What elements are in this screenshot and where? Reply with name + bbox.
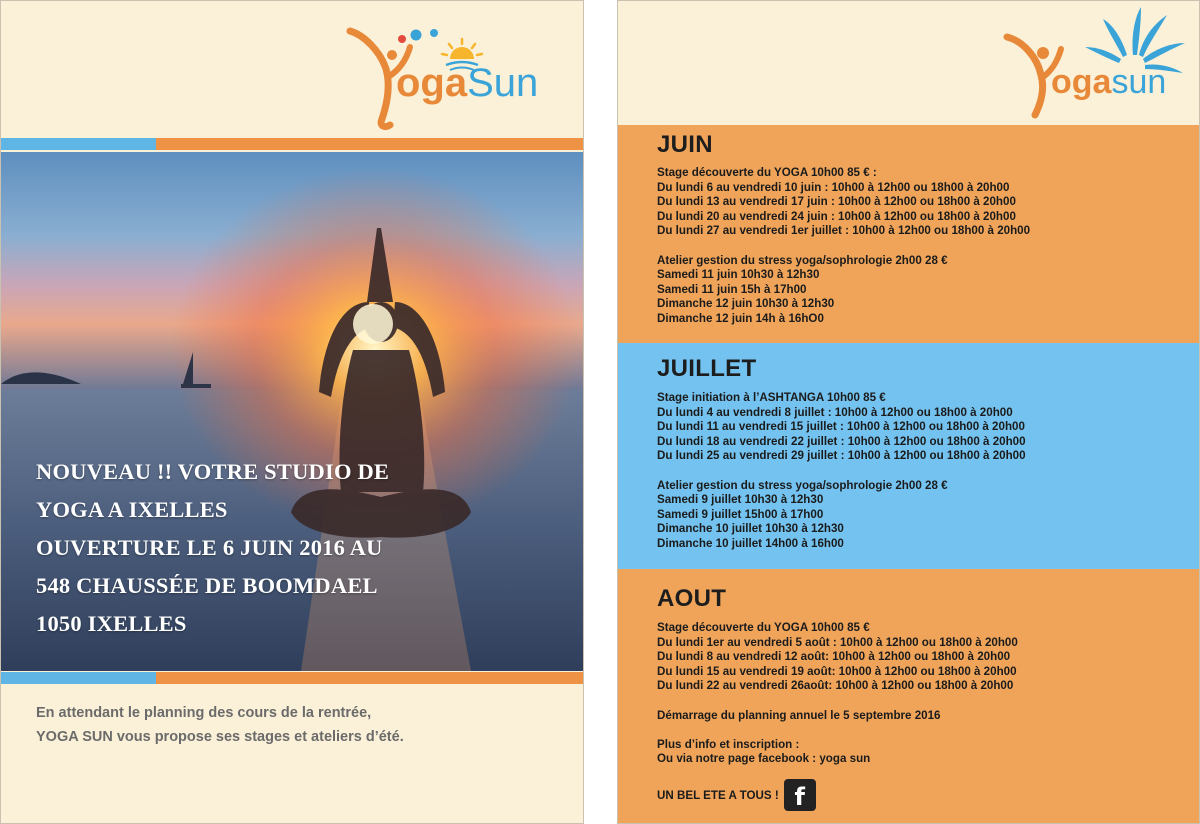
schedule-gap bbox=[657, 694, 1018, 709]
schedule-line: Du lundi 1er au vendredi 5 août : 10h00 à 12h00 ou 18h00 à 20h00 bbox=[657, 635, 1018, 649]
headline-line: 548 CHAUSSÉE DE BOOMDAEL bbox=[36, 573, 378, 598]
schedule-line: Stage découverte du YOGA 10h00 85 € : bbox=[657, 166, 877, 179]
flyer-front bbox=[0, 0, 584, 824]
schedule-gap bbox=[657, 239, 1030, 254]
logo-wordmark bbox=[396, 61, 538, 106]
opening-headline bbox=[36, 453, 556, 643]
headline-line: OUVERTURE LE 6 JUIN 2016 AU bbox=[36, 535, 383, 560]
logo-wordmark-part1: oga bbox=[396, 61, 468, 105]
section-aout bbox=[618, 569, 1200, 824]
schedule-line: Du lundi 20 au vendredi 24 juin : 10h00 à 12h00 ou 18h00 à 20h00 bbox=[657, 209, 1016, 223]
logo-wordmark bbox=[1051, 63, 1166, 102]
intro-text bbox=[36, 701, 556, 749]
schedule-line: Du lundi 25 au vendredi 29 juillet : 10h00 à 12h00 ou 18h00 à 20h00 bbox=[657, 449, 1026, 463]
schedule-line: Du lundi 4 au vendredi 8 juillet : 10h00 à 12h00 ou 18h00 à 20h00 bbox=[657, 405, 1013, 419]
headline-line: NOUVEAU !! VOTRE STUDIO DE bbox=[36, 459, 390, 484]
schedule-line: Plus d’info et inscription : bbox=[657, 737, 800, 751]
schedule-line: Du lundi 8 au vendredi 12 août: 10h00 à 12h00 ou 18h00 à 20h00 bbox=[657, 650, 1011, 664]
section-juin bbox=[618, 125, 1200, 343]
schedule-line: Dimanche 12 juin 10h30 à 12h30 bbox=[657, 297, 835, 311]
schedule-line: Atelier gestion du stress yoga/sophrologie 2h00 28 € bbox=[657, 253, 948, 267]
schedule-line: Du lundi 13 au vendredi 17 juin : 10h00 à 12h00 ou 18h00 à 20h00 bbox=[657, 195, 1016, 209]
schedule-line: Du lundi 15 au vendredi 19 août: 10h00 à 12h00 ou 18h00 à 20h00 bbox=[657, 664, 1017, 678]
yogasun-logo bbox=[346, 25, 556, 135]
headline-line: YOGA A IXELLES bbox=[36, 497, 228, 522]
closing-text: UN BEL ETE A TOUS ! bbox=[657, 788, 779, 802]
schedule-gap bbox=[657, 723, 1018, 738]
logo-wordmark-part1: oga bbox=[1051, 63, 1112, 101]
schedule-line: Du lundi 27 au vendredi 1er juillet : 10h00 à 12h00 ou 18h00 à 20h00 bbox=[657, 224, 1031, 238]
month-title: JUILLET bbox=[657, 355, 757, 382]
schedule-line: Dimanche 10 juillet 14h00 à 16h00 bbox=[657, 536, 844, 550]
schedule-line: Samedi 9 juillet 15h00 à 17h00 bbox=[657, 507, 824, 521]
schedule-line: Démarrage du planning annuel le 5 septembre 2016 bbox=[657, 708, 941, 722]
top-stripe bbox=[1, 138, 583, 150]
section-juillet bbox=[618, 343, 1200, 569]
schedule-line: Stage découverte du YOGA 10h00 85 € bbox=[657, 621, 870, 634]
juillet-schedule bbox=[657, 391, 1026, 552]
logo-wordmark-part2: Sun bbox=[467, 61, 539, 105]
schedule-gap bbox=[657, 464, 1026, 479]
yogasun-logo bbox=[1003, 5, 1193, 121]
intro-line: En attendant le planning des cours de la rentrée, bbox=[36, 705, 372, 721]
logo-wordmark-part2: sun bbox=[1111, 63, 1167, 101]
schedule-line: Dimanche 12 juin 14h à 16hO0 bbox=[657, 311, 824, 325]
intro-line: YOGA SUN vous propose ses stages et ateliers d’été. bbox=[36, 729, 404, 745]
month-title: JUIN bbox=[657, 131, 713, 158]
schedule-line: Stage initiation à l’ASHTANGA 10h00 85 € bbox=[657, 391, 886, 404]
aout-schedule bbox=[657, 621, 1018, 767]
schedule-line: Samedi 9 juillet 10h30 à 12h30 bbox=[657, 493, 824, 507]
flyer-back bbox=[617, 0, 1200, 824]
headline-line: 1050 IXELLES bbox=[36, 611, 187, 636]
closing-row bbox=[657, 779, 816, 811]
schedule-line: Ou via notre page facebook : yoga sun bbox=[657, 752, 871, 766]
bottom-stripe bbox=[1, 672, 583, 684]
schedule-line: Samedi 11 juin 10h30 à 12h30 bbox=[657, 268, 820, 282]
schedule-line: Atelier gestion du stress yoga/sophrologie 2h00 28 € bbox=[657, 478, 948, 492]
schedule-line: Du lundi 22 au vendredi 26août: 10h00 à 12h00 ou 18h00 à 20h00 bbox=[657, 679, 1014, 693]
schedule-line: Du lundi 18 au vendredi 22 juillet : 10h00 à 12h00 ou 18h00 à 20h00 bbox=[657, 434, 1026, 448]
facebook-icon[interactable]: f bbox=[784, 779, 816, 811]
schedule-line: Du lundi 11 au vendredi 15 juillet : 10h00 à 12h00 ou 18h00 à 20h00 bbox=[657, 420, 1025, 434]
schedule-line: Dimanche 10 juillet 10h30 à 12h30 bbox=[657, 522, 844, 536]
schedule-line: Samedi 11 juin 15h à 17h00 bbox=[657, 282, 807, 296]
month-title: AOUT bbox=[657, 585, 727, 612]
schedule-line: Du lundi 6 au vendredi 10 juin : 10h00 à 12h00 ou 18h00 à 20h00 bbox=[657, 180, 1010, 194]
juin-schedule bbox=[657, 166, 1030, 327]
